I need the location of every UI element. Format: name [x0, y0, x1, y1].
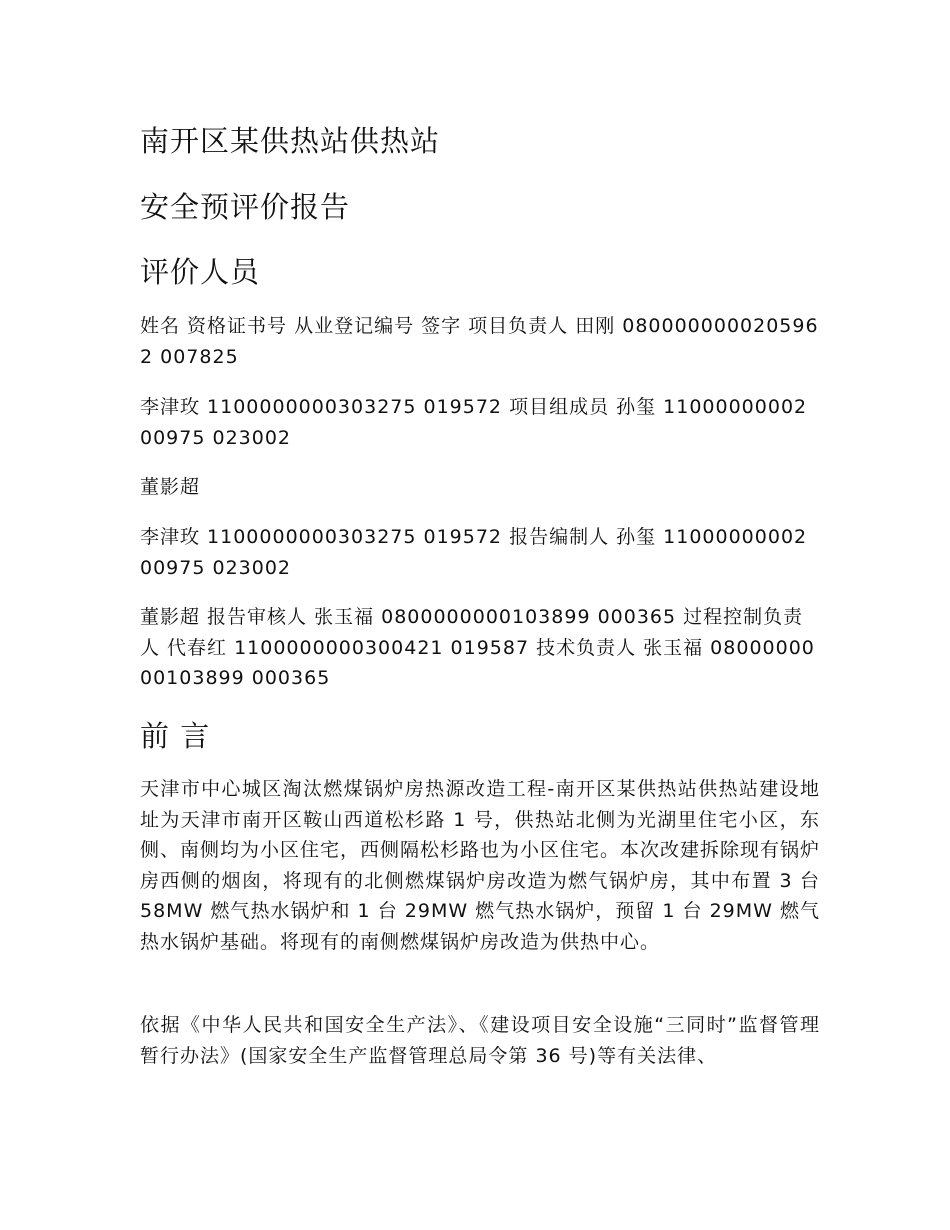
personnel-paragraph-1: 姓名 资格证书号 从业登记编号 签字 项目负责人 田刚 0800000000205962 007825: [140, 315, 819, 368]
preface-paragraph-2: 依据《中华人民共和国安全生产法》、《建设项目安全设施“三同时”监督管理暂行办法》(国家安全生产监督管理总局令第 36 号)等有关法律、: [140, 1014, 820, 1067]
section-heading-personnel: 评价人员: [140, 255, 261, 289]
personnel-paragraph-4: 李津玫 1100000000303275 019572 报告编制人 孙玺 1100000000200975 023002: [140, 526, 808, 579]
preface-paragraph-1: 天津市中心城区淘汰燃煤锅炉房热源改造工程-南开区某供热站供热站建设地址为天津市南开区鞍山西道松杉路 1 号，供热站北侧为光湖里住宅小区，东侧、南侧均为小区住宅，西侧隔松杉路也为小区住宅。本次改建拆除现有锅炉房西侧的烟囱，将现有的北侧燃煤锅炉房改造为燃气锅炉房，其中布置 3 台 58MW 燃气热水锅炉和 1 台 29MW 燃气热水锅炉，预留 1 台 29MW 燃气热水锅炉基础。将现有的南侧燃煤锅炉房改造为供热中心。: [140, 778, 821, 953]
personnel-paragraph-2: 李津玫 1100000000303275 019572 项目组成员 孙玺 1100000000200975 023002: [140, 396, 808, 449]
personnel-paragraph-3: 董影超: [140, 476, 201, 498]
document-title-line-1: 南开区某供热站供热站: [140, 124, 441, 158]
personnel-paragraph-5: 董影超 报告审核人 张玉福 0800000000103899 000365 过程控制负责人 代春红 1100000000300421 019587 技术负责人 张玉福 0800000000103899 000365: [140, 606, 815, 689]
document-title-line-2: 安全预评价报告: [140, 190, 351, 224]
section-heading-preface: 前 言: [140, 719, 211, 753]
